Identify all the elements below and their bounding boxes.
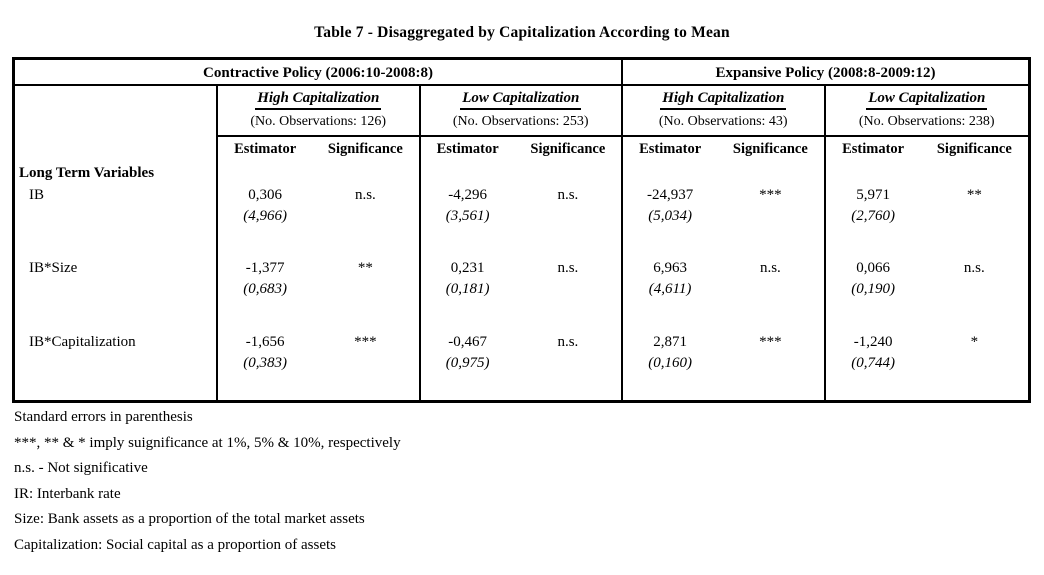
result-cell [421,183,624,256]
estimator-value: -4,296 [448,187,487,203]
row-label-ib: IB [15,183,218,256]
result-cell [826,256,1029,330]
significance-value: n.s. [759,260,781,276]
cap-header-contractive-high [218,86,421,137]
result-cell [421,256,624,330]
significance-value: n.s. [557,334,579,350]
estimator-value: 2,871 [653,334,687,350]
std-error-value: (0,190) [851,281,895,297]
std-error-value: (0,160) [648,355,692,371]
cap-header-label: Low Capitalization [460,88,581,110]
estimator-header: Estimator [234,141,297,157]
row-label-ib-capitalization: IB*Capitalization [15,330,218,400]
results-table [12,57,1031,403]
std-error-value: (0,383) [243,355,287,371]
cap-header-expansive-high [623,86,826,137]
significance-value: * [970,334,979,350]
cap-header-contractive-low [421,86,624,137]
std-error-value: (2,760) [851,208,895,224]
significance-header: Significance [530,141,606,157]
cap-header-label: High Capitalization [660,88,786,110]
significance-value: n.s. [354,187,376,203]
significance-value: ** [357,260,373,276]
estimator-value: -1,656 [245,334,285,350]
result-cell [218,330,421,400]
estimator-value: -24,937 [646,187,694,203]
std-error-value: (0,975) [445,355,490,371]
significance-value: ** [966,187,982,203]
section-label: Long Term Variables [15,161,218,183]
footnote-standard-errors: Standard errors in parenthesis [14,409,193,425]
observations-count: (No. Observations: 238) [858,114,995,129]
estimator-value: 0,231 [450,260,485,276]
policy-header-expansive: Expansive Policy (2008:8-2009:12) [623,60,1028,86]
estimator-header: Estimator [842,141,905,157]
std-error-value: (4,966) [243,208,287,224]
estimator-value: 6,963 [653,260,687,276]
column-headers [218,137,421,161]
column-headers [421,137,624,161]
estimator-value: 5,971 [856,187,890,203]
result-cell [623,183,826,256]
std-error-value: (3,561) [445,208,490,224]
std-error-value: (0,683) [243,281,287,297]
significance-value: n.s. [963,260,985,276]
significance-header: Significance [936,141,1012,157]
significance-value: *** [354,334,377,350]
estimator-value: 0,066 [856,260,890,276]
observations-count: (No. Observations: 126) [250,114,387,129]
result-cell [826,183,1029,256]
cap-header-expansive-low [826,86,1029,137]
footnote-size: Size: Bank assets as a proportion of the total market assets [14,511,365,527]
significance-header: Significance [327,141,403,157]
result-cell [623,256,826,330]
observations-count: (No. Observations: 43) [658,114,788,129]
significance-header: Significance [732,141,808,157]
significance-value: n.s. [557,260,579,276]
cap-header-label: High Capitalization [255,88,381,110]
row-label-ib-size: IB*Size [15,256,218,330]
estimator-value: -1,377 [245,260,285,276]
significance-value: n.s. [557,187,579,203]
footnote-ns: n.s. - Not significative [14,460,148,476]
std-error-value: (0,744) [851,355,895,371]
estimator-value: 0,306 [248,187,282,203]
footnote-capitalization: Capitalization: Social capital as a proportion of assets [14,536,336,553]
estimator-header: Estimator [436,141,499,157]
estimator-value: -0,467 [448,334,487,350]
column-headers [623,137,826,161]
cap-header-label: Low Capitalization [866,88,987,110]
significance-value: *** [759,334,782,350]
result-cell [623,330,826,400]
observations-count: (No. Observations: 253) [452,114,589,129]
label-column-spacer [15,137,218,161]
result-cell [218,183,421,256]
std-error-value: (5,034) [648,208,692,224]
result-cell [421,330,624,400]
std-error-value: (4,611) [648,281,692,297]
label-column-spacer [15,86,218,137]
footnote-ir: IR: Interbank rate [14,485,121,502]
table-title: Table 7 - Disaggregated by Capitalization According to Mean [314,24,730,41]
estimator-value: -1,240 [853,334,893,350]
result-cell [826,330,1029,400]
estimator-header: Estimator [639,141,702,157]
result-cell [218,256,421,330]
std-error-value: (0,181) [445,281,490,297]
table-footnotes [14,405,1014,558]
significance-value: *** [759,187,782,203]
footnote-significance-levels: ***, ** & * imply suignificance at 1%, 5% & 10%, respectively [14,434,401,451]
policy-header-contractive: Contractive Policy (2006:10-2008:8) [15,60,623,86]
column-headers [826,137,1029,161]
